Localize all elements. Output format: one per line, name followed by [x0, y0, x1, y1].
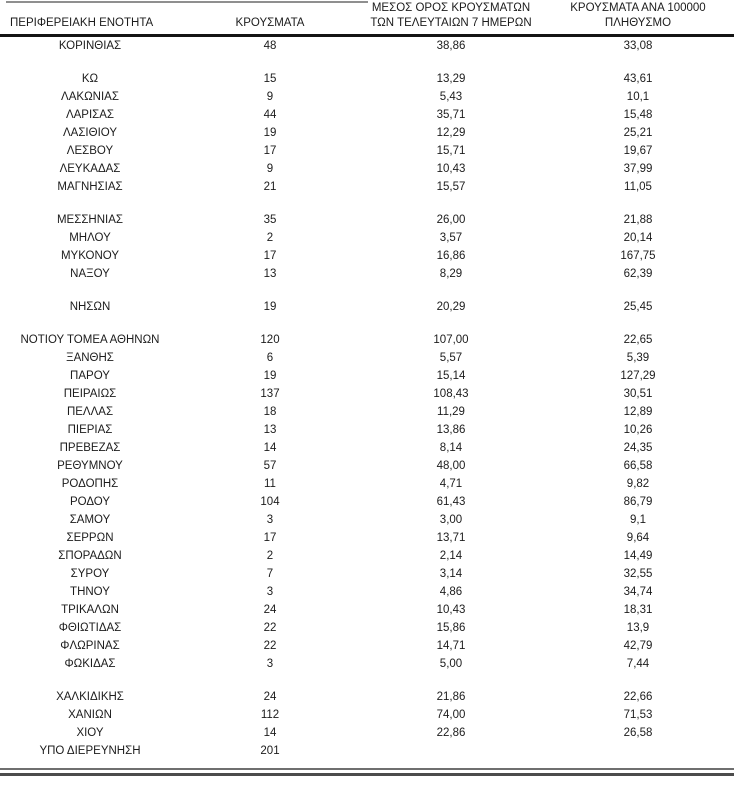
table-bottom-double-rule [0, 768, 734, 776]
cell-per100k: 5,39 [626, 352, 650, 364]
cell-avg7: 5,43 [439, 91, 463, 103]
table-row [0, 36, 734, 56]
cell-per100k: 33,08 [623, 40, 653, 52]
cell-avg7: 14,71 [436, 640, 466, 652]
header-avg7 [360, 0, 542, 36]
table-row [0, 583, 734, 601]
cell-cases: 9 [266, 163, 274, 175]
cell-avg7: 20,29 [436, 301, 466, 313]
cell-per100k: 10,26 [623, 424, 653, 436]
cell-cases: 22 [263, 622, 277, 634]
cell-avg7: 3,57 [439, 232, 463, 244]
header-regional-unit [0, 0, 180, 36]
spacer-row [0, 283, 734, 298]
cell-cases: 14 [263, 442, 277, 454]
header-per100k-line2: ΠΛΗΘΥΣΜΟ [604, 17, 672, 29]
cell-regional-unit: ΠΙΕΡΙΑΣ [67, 424, 113, 436]
spacer-row [0, 55, 734, 70]
cell-avg7: 38,86 [436, 40, 466, 52]
cell-avg7: 5,00 [439, 658, 463, 670]
table-row [0, 724, 734, 742]
cell-regional-unit: ΠΑΡΟΥ [70, 370, 110, 382]
table-row [0, 475, 734, 493]
cell-cases: 14 [263, 727, 277, 739]
table-row [0, 211, 734, 229]
table-row [0, 349, 734, 367]
cell-per100k: 167,75 [620, 250, 656, 262]
cell-avg7: 10,43 [436, 604, 466, 616]
cell-regional-unit: ΧΑΝΙΩΝ [68, 709, 112, 721]
cell-cases: 19 [263, 301, 277, 313]
cell-per100k: 43,61 [623, 73, 653, 85]
cell-per100k: 34,74 [623, 586, 653, 598]
cell-cases: 19 [263, 127, 277, 139]
cell-regional-unit: ΛΑΡΙΣΑΣ [65, 109, 115, 121]
cell-avg7: 21,86 [436, 691, 466, 703]
cell-regional-unit: ΠΡΕΒΕΖΑΣ [59, 442, 121, 454]
cell-regional-unit: ΣΕΡΡΩΝ [66, 532, 114, 544]
cell-regional-unit: ΝΗΣΩΝ [69, 301, 111, 313]
cell-regional-unit: ΚΩ [81, 73, 99, 85]
cell-cases: 201 [260, 745, 280, 757]
table-row [0, 403, 734, 421]
cell-per100k: 30,51 [623, 388, 653, 400]
cell-per100k: 71,53 [623, 709, 653, 721]
header-regional-unit-label: ΠΕΡΙΦΕΡΕΙΑΚΗ ΕΝΟΤΗΤΑ [10, 17, 154, 29]
cell-regional-unit: ΣΠΟΡΑΔΩΝ [58, 550, 122, 562]
cell-regional-unit: ΦΩΚΙΔΑΣ [64, 658, 116, 670]
header-avg7-line1: ΜΕΣΟΣ ΟΡΟΣ ΚΡΟΥΣΜΑΤΩΝ [371, 2, 531, 14]
table-row [0, 124, 734, 142]
spacer-cell [0, 55, 734, 70]
cell-per100k: 42,79 [623, 640, 653, 652]
cell-cases: 9 [266, 91, 274, 103]
cell-avg7: 13,86 [436, 424, 466, 436]
spacer-row [0, 196, 734, 211]
cell-regional-unit: ΜΕΣΣΗΝΙΑΣ [56, 214, 124, 226]
cell-cases: 22 [263, 640, 277, 652]
header-cases-label: ΚΡΟΥΣΜΑΤΑ [235, 17, 305, 29]
table-row [0, 688, 734, 706]
cell-regional-unit: ΧΙΟΥ [76, 727, 104, 739]
cell-avg7: 2,14 [439, 550, 463, 562]
cell-per100k: 13,9 [626, 622, 650, 634]
cell-cases: 48 [263, 40, 277, 52]
cell-regional-unit: ΤΡΙΚΑΛΩΝ [61, 604, 119, 616]
table-row [0, 565, 734, 583]
table-row [0, 742, 734, 760]
spacer-cell [0, 283, 734, 298]
table-row [0, 619, 734, 637]
cell-per100k: 25,21 [623, 127, 653, 139]
table-row [0, 106, 734, 124]
table-row [0, 493, 734, 511]
cell-avg7: 11,29 [437, 406, 465, 418]
cell-regional-unit: ΦΘΙΩΤΙΔΑΣ [58, 622, 122, 634]
cell-regional-unit: ΛΕΥΚΑΔΑΣ [59, 163, 121, 175]
cell-per100k: 9,64 [626, 532, 650, 544]
cell-cases: 13 [263, 424, 277, 436]
cell-regional-unit: ΣΥΡΟΥ [70, 568, 110, 580]
cell-per100k: 18,31 [623, 604, 653, 616]
cell-cases: 104 [260, 496, 280, 508]
cell-per100k: 62,39 [623, 268, 653, 280]
cell-per100k: 22,65 [623, 334, 653, 346]
cell-avg7: 16,86 [436, 250, 466, 262]
header-per100k [542, 0, 734, 36]
cell-cases: 44 [263, 109, 277, 121]
cell-avg7: 22,86 [436, 727, 466, 739]
cell-avg7: 8,14 [439, 442, 463, 454]
table-body [0, 36, 734, 761]
cell-regional-unit: ΛΑΚΩΝΙΑΣ [61, 91, 119, 103]
table-row [0, 178, 734, 196]
table-row [0, 655, 734, 673]
header-row [0, 0, 734, 36]
cell-regional-unit: ΣΑΜΟΥ [69, 514, 111, 526]
cell-avg7: 48,00 [436, 460, 466, 472]
cell-per100k [542, 742, 734, 760]
table-row [0, 706, 734, 724]
bottom-rule-line-2 [0, 773, 734, 776]
spacer-cell [0, 196, 734, 211]
cell-per100k: 14,49 [623, 550, 653, 562]
table-row [0, 298, 734, 316]
cell-per100k: 66,58 [623, 460, 653, 472]
cell-regional-unit: ΤΗΝΟΥ [70, 586, 110, 598]
table-row [0, 511, 734, 529]
cell-regional-unit: ΞΑΝΘΗΣ [66, 352, 114, 364]
cell-cases: 6 [266, 352, 274, 364]
cell-regional-unit: ΛΕΣΒΟΥ [66, 145, 114, 157]
table-row [0, 547, 734, 565]
cell-regional-unit: ΠΕΛΛΑΣ [66, 406, 114, 418]
cell-cases: 24 [263, 691, 277, 703]
cell-avg7: 15,71 [436, 145, 466, 157]
header-per100k-line1: ΚΡΟΥΣΜΑΤΑ ΑΝΑ 100000 [570, 2, 706, 14]
cell-per100k: 26,58 [623, 727, 653, 739]
cell-cases: 11 [264, 478, 276, 490]
cell-regional-unit: ΜΥΚΟΝΟΥ [60, 250, 120, 262]
cell-cases: 17 [263, 250, 277, 262]
cell-avg7: 13,29 [436, 73, 466, 85]
table-row [0, 457, 734, 475]
cell-regional-unit: ΦΛΩΡΙΝΑΣ [60, 640, 120, 652]
cell-cases: 17 [263, 532, 277, 544]
table-header [0, 0, 734, 36]
cell-cases: 35 [263, 214, 277, 226]
header-avg7-line2: ΤΩΝ ΤΕΛΕΥΤΑΙΩΝ 7 ΗΜΕΡΩΝ [370, 17, 532, 29]
cell-avg7: 13,71 [436, 532, 466, 544]
cell-avg7: 4,71 [439, 478, 463, 490]
cell-cases: 3 [266, 586, 274, 598]
cell-cases: 57 [263, 460, 277, 472]
spacer-row [0, 673, 734, 688]
cell-per100k: 20,14 [623, 232, 653, 244]
header-cases [180, 0, 360, 36]
cell-avg7: 35,71 [436, 109, 466, 121]
table-row [0, 385, 734, 403]
cell-avg7: 15,14 [436, 370, 466, 382]
cell-cases: 13 [263, 268, 277, 280]
cell-per100k: 12,89 [623, 406, 653, 418]
cell-avg7 [360, 742, 542, 760]
cell-per100k: 9,1 [630, 514, 646, 526]
cell-cases: 2 [266, 232, 274, 244]
cell-per100k: 37,99 [623, 163, 653, 175]
cell-regional-unit: ΚΟΡΙΝΘΙΑΣ [58, 40, 122, 52]
cell-regional-unit: ΧΑΛΚΙΔΙΚΗΣ [56, 691, 124, 703]
cell-cases: 21 [263, 181, 277, 193]
cell-cases: 2 [266, 550, 274, 562]
table-row [0, 529, 734, 547]
cell-per100k: 7,44 [626, 658, 650, 670]
cell-per100k: 127,29 [620, 370, 656, 382]
cell-cases: 15 [263, 73, 277, 85]
cell-per100k: 25,45 [623, 301, 653, 313]
table-row [0, 160, 734, 178]
cell-avg7: 108,43 [433, 388, 469, 400]
cell-regional-unit: ΜΑΓΝΗΣΙΑΣ [57, 181, 123, 193]
cell-per100k: 15,48 [623, 109, 653, 121]
cell-avg7: 107,00 [433, 334, 469, 346]
table-row [0, 247, 734, 265]
table-row [0, 331, 734, 349]
cell-regional-unit: ΝΟΤΙΟΥ ΤΟΜΕΑ ΑΘΗΝΩΝ [20, 334, 160, 346]
cell-per100k: 24,35 [623, 442, 653, 454]
table-row [0, 367, 734, 385]
cell-avg7: 74,00 [436, 709, 466, 721]
table-row [0, 601, 734, 619]
cell-avg7: 61,43 [436, 496, 466, 508]
cell-avg7: 10,43 [436, 163, 466, 175]
cell-avg7: 3,14 [439, 568, 463, 580]
cell-per100k: 32,55 [623, 568, 653, 580]
cell-cases: 18 [263, 406, 277, 418]
cell-per100k: 10,1 [626, 91, 650, 103]
cell-cases: 137 [260, 388, 280, 400]
cell-avg7: 4,86 [439, 586, 463, 598]
cell-avg7: 3,00 [439, 514, 463, 526]
cell-cases: 24 [263, 604, 277, 616]
cell-cases: 112 [260, 709, 280, 721]
cell-cases: 19 [263, 370, 277, 382]
table-row [0, 439, 734, 457]
cell-regional-unit: ΝΑΞΟΥ [70, 268, 110, 280]
cell-regional-unit: ΠΕΙΡΑΙΩΣ [63, 388, 117, 400]
table-row [0, 421, 734, 439]
cell-regional-unit: ΡΟΔΟΠΗΣ [61, 478, 119, 490]
cell-cases: 7 [266, 568, 274, 580]
spacer-cell [0, 673, 734, 688]
table-row [0, 70, 734, 88]
cell-avg7: 12,29 [436, 127, 466, 139]
cell-avg7: 15,57 [436, 181, 466, 193]
table-row [0, 142, 734, 160]
cell-per100k: 22,66 [623, 691, 653, 703]
cell-regional-unit: ΜΗΛΟΥ [69, 232, 111, 244]
cell-per100k: 9,82 [626, 478, 650, 490]
cell-regional-unit: ΛΑΣΙΘΙΟΥ [62, 127, 118, 139]
spacer-row [0, 316, 734, 331]
cell-avg7: 8,29 [439, 268, 463, 280]
cell-avg7: 26,00 [436, 214, 466, 226]
top-partial-rule [6, 1, 368, 3]
cell-per100k: 19,67 [623, 145, 653, 157]
cell-regional-unit: ΡΕΘΥΜΝΟΥ [57, 460, 123, 472]
spacer-cell [0, 316, 734, 331]
cell-per100k: 86,79 [623, 496, 653, 508]
cell-cases: 120 [260, 334, 280, 346]
cell-per100k: 21,88 [623, 214, 653, 226]
table-row [0, 637, 734, 655]
table-row [0, 88, 734, 106]
cell-avg7: 15,86 [436, 622, 466, 634]
cell-cases: 3 [266, 658, 274, 670]
cell-cases: 17 [263, 145, 277, 157]
table-row [0, 265, 734, 283]
cell-avg7: 5,57 [439, 352, 463, 364]
cell-regional-unit: ΥΠΟ ΔΙΕΡΕΥΝΗΣΗ [39, 745, 141, 757]
table-row [0, 229, 734, 247]
cell-regional-unit: ΡΟΔΟΥ [69, 496, 111, 508]
cell-cases: 3 [266, 514, 274, 526]
cell-per100k: 11,05 [624, 181, 652, 193]
